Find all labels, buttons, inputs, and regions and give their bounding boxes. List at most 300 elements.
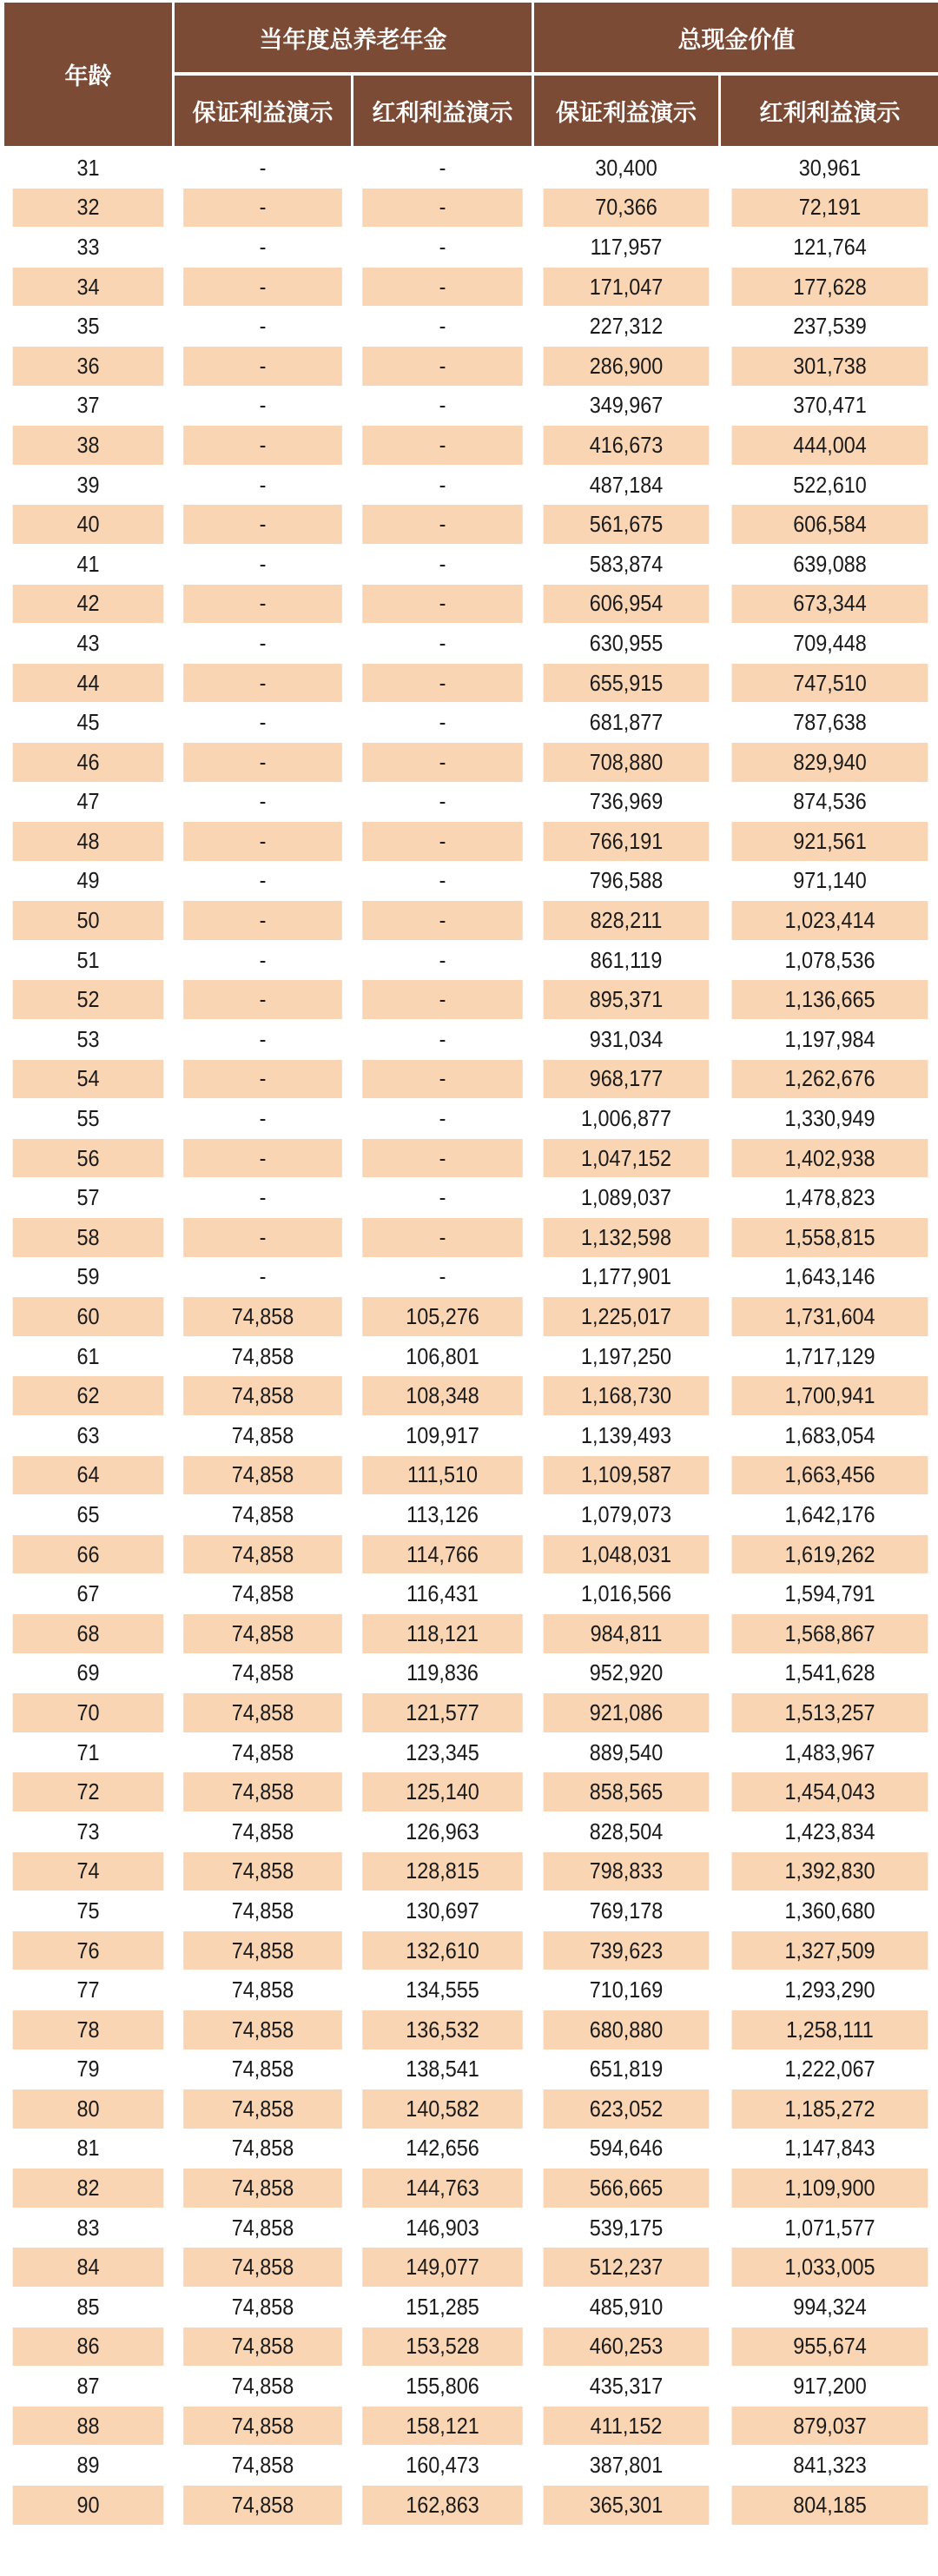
cell-age: 60 <box>13 1297 164 1337</box>
cell-cash-dividend: 522,610 <box>732 466 928 506</box>
cell-age: 71 <box>13 1733 164 1773</box>
cell-annuity-dividend: 125,140 <box>362 1772 523 1812</box>
cell-annuity-guaranteed: 74,858 <box>183 1456 342 1496</box>
cell-age: 57 <box>13 1178 164 1218</box>
cell-cash-dividend: 301,738 <box>732 347 928 387</box>
cell-cash-dividend: 1,185,272 <box>732 2089 928 2129</box>
table-row <box>4 1139 938 1179</box>
cell-cash-guaranteed: 630,955 <box>544 624 710 664</box>
cell-annuity-guaranteed: 74,858 <box>183 2407 342 2447</box>
cell-cash-dividend: 841,323 <box>732 2446 928 2486</box>
cell-annuity-dividend: 153,528 <box>362 2328 523 2367</box>
table-row <box>4 941 938 981</box>
header-total-cash-value: 总现金价值 <box>534 3 938 76</box>
cell-annuity-dividend: - <box>362 941 523 981</box>
cell-cash-guaranteed: 1,132,598 <box>544 1218 710 1258</box>
cell-cash-dividend: 1,197,984 <box>732 1020 928 1060</box>
table-row <box>4 901 938 941</box>
cell-annuity-guaranteed: 74,858 <box>183 1574 342 1614</box>
benefit-illustration-table <box>2 3 938 2526</box>
cell-annuity-dividend: - <box>362 228 523 268</box>
cell-cash-guaranteed: 858,565 <box>544 1772 710 1812</box>
cell-age: 77 <box>13 1970 164 2010</box>
cell-cash-dividend: 879,037 <box>732 2407 928 2447</box>
cell-cash-dividend: 1,513,257 <box>732 1693 928 1733</box>
cell-annuity-guaranteed: 74,858 <box>183 2010 342 2050</box>
table-row <box>4 189 938 228</box>
cell-annuity-guaranteed: - <box>183 941 342 981</box>
cell-annuity-guaranteed: 74,858 <box>183 1733 342 1773</box>
cell-cash-guaranteed: 411,152 <box>544 2407 710 2447</box>
cell-annuity-guaranteed: 74,858 <box>183 1891 342 1931</box>
cell-annuity-dividend: 123,345 <box>362 1733 523 1773</box>
cell-cash-guaranteed: 286,900 <box>544 347 710 387</box>
cell-cash-dividend: 1,541,628 <box>732 1654 928 1694</box>
cell-cash-dividend: 1,731,604 <box>732 1297 928 1337</box>
cell-annuity-guaranteed: 74,858 <box>183 2486 342 2526</box>
table-row <box>4 1772 938 1812</box>
cell-cash-guaranteed: 1,109,587 <box>544 1456 710 1496</box>
cell-cash-dividend: 1,293,290 <box>732 1970 928 2010</box>
cell-annuity-dividend: - <box>362 347 523 387</box>
cell-cash-dividend: 1,568,867 <box>732 1614 928 1654</box>
cell-annuity-dividend: - <box>362 1178 523 1218</box>
table-row <box>4 1931 938 1971</box>
table-row <box>4 1654 938 1694</box>
table-row <box>4 664 938 704</box>
cell-annuity-dividend: - <box>362 189 523 228</box>
cell-cash-dividend: 747,510 <box>732 664 928 704</box>
cell-age: 55 <box>13 1099 164 1139</box>
cell-age: 46 <box>13 743 164 783</box>
table-row <box>4 2367 938 2407</box>
cell-annuity-guaranteed: - <box>183 822 342 862</box>
cell-annuity-dividend: 128,815 <box>362 1852 523 1892</box>
cell-cash-guaranteed: 769,178 <box>544 1891 710 1931</box>
cell-cash-guaranteed: 623,052 <box>544 2089 710 2129</box>
cell-cash-dividend: 994,324 <box>732 2288 928 2328</box>
cell-annuity-guaranteed: - <box>183 624 342 664</box>
cell-cash-dividend: 1,717,129 <box>732 1337 928 1377</box>
cell-annuity-dividend: - <box>362 901 523 941</box>
cell-annuity-dividend: 142,656 <box>362 2129 523 2169</box>
cell-cash-guaranteed: 828,211 <box>544 901 710 941</box>
cell-age: 89 <box>13 2446 164 2486</box>
cell-cash-guaranteed: 1,047,152 <box>544 1139 710 1179</box>
cell-annuity-dividend: - <box>362 1020 523 1060</box>
cell-annuity-guaranteed: - <box>183 703 342 743</box>
cell-annuity-guaranteed: - <box>183 149 342 189</box>
cell-annuity-dividend: - <box>362 1060 523 1100</box>
cell-annuity-dividend: 140,582 <box>362 2089 523 2129</box>
cell-cash-guaranteed: 227,312 <box>544 307 710 347</box>
cell-annuity-guaranteed: - <box>183 862 342 902</box>
cell-annuity-dividend: 106,801 <box>362 1337 523 1377</box>
cell-cash-dividend: 444,004 <box>732 426 928 466</box>
cell-cash-guaranteed: 583,874 <box>544 545 710 585</box>
cell-annuity-guaranteed: 74,858 <box>183 1693 342 1733</box>
cell-cash-guaranteed: 895,371 <box>544 980 710 1020</box>
cell-cash-dividend: 1,478,823 <box>732 1178 928 1218</box>
table-row <box>4 1812 938 1852</box>
cell-cash-dividend: 1,683,054 <box>732 1416 928 1456</box>
cell-annuity-dividend: - <box>362 268 523 308</box>
cell-age: 87 <box>13 2367 164 2407</box>
cell-annuity-dividend: 126,963 <box>362 1812 523 1852</box>
table-row <box>4 149 938 189</box>
table-row <box>4 2446 938 2486</box>
table-row <box>4 2208 938 2248</box>
cell-age: 58 <box>13 1218 164 1258</box>
cell-age: 33 <box>13 228 164 268</box>
cell-age: 79 <box>13 2050 164 2090</box>
cell-age: 47 <box>13 783 164 823</box>
cell-cash-dividend: 874,536 <box>732 783 928 823</box>
cell-cash-dividend: 1,327,509 <box>732 1931 928 1971</box>
table-row <box>4 1456 938 1496</box>
cell-cash-dividend: 1,700,941 <box>732 1376 928 1416</box>
cell-cash-guaranteed: 171,047 <box>544 268 710 308</box>
cell-cash-guaranteed: 736,969 <box>544 783 710 823</box>
cell-age: 85 <box>13 2288 164 2328</box>
table-row <box>4 1218 938 1258</box>
cell-annuity-guaranteed: 74,858 <box>183 1416 342 1456</box>
cell-cash-guaranteed: 539,175 <box>544 2208 710 2248</box>
cell-cash-dividend: 829,940 <box>732 743 928 783</box>
cell-cash-dividend: 1,558,815 <box>732 1218 928 1258</box>
cell-cash-guaranteed: 681,877 <box>544 703 710 743</box>
cell-annuity-dividend: - <box>362 822 523 862</box>
cell-cash-dividend: 370,471 <box>732 387 928 427</box>
cell-cash-guaranteed: 651,819 <box>544 2050 710 2090</box>
header-annuity-guaranteed: 保证利益演示 <box>175 76 351 146</box>
cell-annuity-dividend: 114,766 <box>362 1535 523 1575</box>
cell-annuity-dividend: - <box>362 664 523 704</box>
cell-annuity-guaranteed: 74,858 <box>183 2446 342 2486</box>
cell-annuity-guaranteed: 74,858 <box>183 2169 342 2208</box>
cell-cash-dividend: 1,402,938 <box>732 1139 928 1179</box>
cell-annuity-dividend: 146,903 <box>362 2208 523 2248</box>
cell-annuity-dividend: 105,276 <box>362 1297 523 1337</box>
cell-annuity-guaranteed: 74,858 <box>183 1852 342 1892</box>
table-row <box>4 2248 938 2288</box>
table-row <box>4 426 938 466</box>
cell-annuity-dividend: 121,577 <box>362 1693 523 1733</box>
cell-cash-dividend: 1,619,262 <box>732 1535 928 1575</box>
cell-annuity-guaranteed: - <box>183 268 342 308</box>
cell-age: 38 <box>13 426 164 466</box>
cell-cash-dividend: 1,222,067 <box>732 2050 928 2090</box>
table-body <box>4 149 938 2526</box>
cell-annuity-dividend: 116,431 <box>362 1574 523 1614</box>
cell-annuity-dividend: - <box>362 862 523 902</box>
cell-annuity-guaranteed: - <box>183 1178 342 1218</box>
cell-cash-dividend: 1,109,900 <box>732 2169 928 2208</box>
cell-annuity-guaranteed: 74,858 <box>183 1654 342 1694</box>
cell-cash-guaranteed: 349,967 <box>544 387 710 427</box>
cell-annuity-dividend: 158,121 <box>362 2407 523 2447</box>
cell-annuity-guaranteed: - <box>183 1020 342 1060</box>
cell-annuity-guaranteed: - <box>183 228 342 268</box>
header-cash-guaranteed: 保证利益演示 <box>534 76 718 146</box>
cell-cash-guaranteed: 1,006,877 <box>544 1099 710 1139</box>
cell-annuity-dividend: - <box>362 1139 523 1179</box>
table-row <box>4 2288 938 2328</box>
table-row <box>4 1495 938 1535</box>
cell-cash-guaranteed: 889,540 <box>544 1733 710 1773</box>
cell-annuity-guaranteed: - <box>183 664 342 704</box>
cell-annuity-dividend: 151,285 <box>362 2288 523 2328</box>
cell-age: 61 <box>13 1337 164 1377</box>
cell-cash-guaranteed: 365,301 <box>544 2486 710 2526</box>
cell-annuity-dividend: 111,510 <box>362 1456 523 1496</box>
cell-cash-dividend: 1,023,414 <box>732 901 928 941</box>
cell-cash-guaranteed: 1,225,017 <box>544 1297 710 1337</box>
cell-annuity-dividend: 109,917 <box>362 1416 523 1456</box>
cell-age: 82 <box>13 2169 164 2208</box>
table-row <box>4 1891 938 1931</box>
table-row <box>4 1535 938 1575</box>
cell-age: 73 <box>13 1812 164 1852</box>
cell-age: 39 <box>13 466 164 506</box>
cell-age: 40 <box>13 505 164 545</box>
cell-annuity-dividend: 113,126 <box>362 1495 523 1535</box>
cell-cash-dividend: 709,448 <box>732 624 928 664</box>
cell-cash-guaranteed: 1,168,730 <box>544 1376 710 1416</box>
cell-annuity-dividend: 136,532 <box>362 2010 523 2050</box>
cell-annuity-guaranteed: - <box>183 1139 342 1179</box>
cell-age: 72 <box>13 1772 164 1812</box>
cell-cash-dividend: 1,330,949 <box>732 1099 928 1139</box>
cell-annuity-guaranteed: 74,858 <box>183 1337 342 1377</box>
header-annuity-dividend: 红利利益演示 <box>353 76 532 146</box>
cell-annuity-guaranteed: 74,858 <box>183 2208 342 2248</box>
cell-annuity-guaranteed: - <box>183 783 342 823</box>
cell-cash-guaranteed: 30,400 <box>544 149 710 189</box>
cell-cash-dividend: 1,258,111 <box>732 2010 928 2050</box>
cell-cash-dividend: 1,594,791 <box>732 1574 928 1614</box>
cell-cash-guaranteed: 680,880 <box>544 2010 710 2050</box>
cell-annuity-guaranteed: - <box>183 1099 342 1139</box>
cell-age: 52 <box>13 980 164 1020</box>
cell-age: 86 <box>13 2328 164 2367</box>
cell-cash-guaranteed: 387,801 <box>544 2446 710 2486</box>
cell-cash-dividend: 1,643,146 <box>732 1258 928 1298</box>
cell-annuity-dividend: - <box>362 624 523 664</box>
table-row <box>4 980 938 1020</box>
table-row <box>4 1614 938 1654</box>
cell-cash-dividend: 72,191 <box>732 189 928 228</box>
cell-age: 80 <box>13 2089 164 2129</box>
cell-cash-guaranteed: 708,880 <box>544 743 710 783</box>
cell-annuity-guaranteed: 74,858 <box>183 2129 342 2169</box>
cell-cash-dividend: 1,136,665 <box>732 980 928 1020</box>
cell-age: 35 <box>13 307 164 347</box>
cell-annuity-guaranteed: 74,858 <box>183 1772 342 1812</box>
cell-age: 69 <box>13 1654 164 1694</box>
cell-cash-guaranteed: 487,184 <box>544 466 710 506</box>
table-row <box>4 2169 938 2208</box>
table-row <box>4 466 938 506</box>
cell-age: 48 <box>13 822 164 862</box>
cell-age: 41 <box>13 545 164 585</box>
cell-annuity-guaranteed: - <box>183 189 342 228</box>
cell-annuity-dividend: - <box>362 505 523 545</box>
cell-cash-guaranteed: 512,237 <box>544 2248 710 2288</box>
cell-cash-dividend: 921,561 <box>732 822 928 862</box>
cell-annuity-dividend: 130,697 <box>362 1891 523 1931</box>
cell-age: 65 <box>13 1495 164 1535</box>
cell-annuity-dividend: 149,077 <box>362 2248 523 2288</box>
cell-cash-dividend: 787,638 <box>732 703 928 743</box>
cell-annuity-dividend: 155,806 <box>362 2367 523 2407</box>
cell-cash-guaranteed: 1,177,901 <box>544 1258 710 1298</box>
table-row <box>4 2010 938 2050</box>
cell-cash-guaranteed: 952,920 <box>544 1654 710 1694</box>
cell-annuity-guaranteed: - <box>183 980 342 1020</box>
cell-annuity-guaranteed: - <box>183 545 342 585</box>
table-row <box>4 347 938 387</box>
cell-age: 53 <box>13 1020 164 1060</box>
table-row <box>4 2050 938 2090</box>
cell-cash-dividend: 673,344 <box>732 585 928 625</box>
cell-age: 31 <box>13 149 164 189</box>
cell-cash-guaranteed: 416,673 <box>544 426 710 466</box>
cell-cash-guaranteed: 796,588 <box>544 862 710 902</box>
table-row <box>4 1852 938 1892</box>
cell-age: 59 <box>13 1258 164 1298</box>
cell-cash-dividend: 639,088 <box>732 545 928 585</box>
table-row <box>4 545 938 585</box>
cell-annuity-dividend: - <box>362 387 523 427</box>
cell-cash-guaranteed: 561,675 <box>544 505 710 545</box>
cell-age: 45 <box>13 703 164 743</box>
cell-cash-guaranteed: 70,366 <box>544 189 710 228</box>
cell-cash-dividend: 1,392,830 <box>732 1852 928 1892</box>
table-row <box>4 2328 938 2367</box>
cell-age: 56 <box>13 1139 164 1179</box>
cell-age: 49 <box>13 862 164 902</box>
cell-cash-dividend: 177,628 <box>732 268 928 308</box>
table-header <box>4 3 938 149</box>
cell-annuity-guaranteed: 74,858 <box>183 1376 342 1416</box>
cell-age: 63 <box>13 1416 164 1456</box>
cell-cash-dividend: 1,071,577 <box>732 2208 928 2248</box>
cell-age: 76 <box>13 1931 164 1971</box>
cell-annuity-guaranteed: 74,858 <box>183 2288 342 2328</box>
table-row <box>4 2129 938 2169</box>
cell-annuity-dividend: - <box>362 1258 523 1298</box>
cell-age: 44 <box>13 664 164 704</box>
cell-age: 70 <box>13 1693 164 1733</box>
cell-annuity-guaranteed: 74,858 <box>183 1614 342 1654</box>
cell-age: 78 <box>13 2010 164 2050</box>
cell-cash-guaranteed: 435,317 <box>544 2367 710 2407</box>
cell-cash-dividend: 1,454,043 <box>732 1772 928 1812</box>
cell-annuity-guaranteed: - <box>183 1218 342 1258</box>
cell-annuity-dividend: 144,763 <box>362 2169 523 2208</box>
cell-annuity-guaranteed: 74,858 <box>183 1812 342 1852</box>
cell-annuity-dividend: 108,348 <box>362 1376 523 1416</box>
table-row <box>4 268 938 308</box>
cell-cash-guaranteed: 931,034 <box>544 1020 710 1060</box>
cell-annuity-guaranteed: 74,858 <box>183 1535 342 1575</box>
cell-annuity-guaranteed: 74,858 <box>183 2050 342 2090</box>
cell-annuity-dividend: - <box>362 149 523 189</box>
cell-cash-dividend: 1,147,843 <box>732 2129 928 2169</box>
cell-annuity-guaranteed: - <box>183 466 342 506</box>
table-row <box>4 1297 938 1337</box>
cell-annuity-guaranteed: - <box>183 387 342 427</box>
cell-cash-dividend: 971,140 <box>732 862 928 902</box>
cell-annuity-dividend: - <box>362 1218 523 1258</box>
cell-annuity-guaranteed: 74,858 <box>183 2328 342 2367</box>
cell-cash-dividend: 1,642,176 <box>732 1495 928 1535</box>
cell-cash-guaranteed: 766,191 <box>544 822 710 862</box>
table-row <box>4 743 938 783</box>
table-row <box>4 1574 938 1614</box>
table-row <box>4 1337 938 1377</box>
cell-annuity-dividend: - <box>362 703 523 743</box>
table-row <box>4 387 938 427</box>
cell-cash-guaranteed: 485,910 <box>544 2288 710 2328</box>
cell-annuity-guaranteed: - <box>183 585 342 625</box>
cell-annuity-guaranteed: - <box>183 505 342 545</box>
cell-age: 90 <box>13 2486 164 2526</box>
header-cash-dividend: 红利利益演示 <box>721 76 938 146</box>
cell-annuity-dividend: 138,541 <box>362 2050 523 2090</box>
cell-age: 88 <box>13 2407 164 2447</box>
cell-cash-dividend: 1,360,680 <box>732 1891 928 1931</box>
table-row <box>4 1693 938 1733</box>
cell-cash-guaranteed: 594,646 <box>544 2129 710 2169</box>
cell-annuity-guaranteed: 74,858 <box>183 1495 342 1535</box>
table-row <box>4 862 938 902</box>
header-age: 年龄 <box>4 3 172 146</box>
cell-age: 51 <box>13 941 164 981</box>
cell-cash-dividend: 1,663,456 <box>732 1456 928 1496</box>
cell-annuity-guaranteed: - <box>183 1060 342 1100</box>
cell-annuity-dividend: - <box>362 466 523 506</box>
cell-annuity-dividend: - <box>362 1099 523 1139</box>
table-row <box>4 1060 938 1100</box>
cell-cash-dividend: 1,423,834 <box>732 1812 928 1852</box>
header-annual-annuity: 当年度总养老年金 <box>175 3 532 76</box>
cell-cash-guaranteed: 1,016,566 <box>544 1574 710 1614</box>
cell-age: 66 <box>13 1535 164 1575</box>
cell-age: 68 <box>13 1614 164 1654</box>
cell-cash-dividend: 1,262,676 <box>732 1060 928 1100</box>
cell-cash-dividend: 1,483,967 <box>732 1733 928 1773</box>
cell-age: 64 <box>13 1456 164 1496</box>
cell-age: 36 <box>13 347 164 387</box>
cell-annuity-guaranteed: - <box>183 426 342 466</box>
cell-cash-dividend: 917,200 <box>732 2367 928 2407</box>
cell-age: 37 <box>13 387 164 427</box>
cell-cash-dividend: 237,539 <box>732 307 928 347</box>
cell-cash-guaranteed: 861,119 <box>544 941 710 981</box>
table-row <box>4 822 938 862</box>
table-row <box>4 1970 938 2010</box>
cell-annuity-guaranteed: 74,858 <box>183 1970 342 2010</box>
table-row <box>4 307 938 347</box>
table-row <box>4 2089 938 2129</box>
cell-age: 34 <box>13 268 164 308</box>
cell-annuity-guaranteed: - <box>183 901 342 941</box>
cell-cash-dividend: 121,764 <box>732 228 928 268</box>
cell-cash-guaranteed: 968,177 <box>544 1060 710 1100</box>
cell-age: 75 <box>13 1891 164 1931</box>
